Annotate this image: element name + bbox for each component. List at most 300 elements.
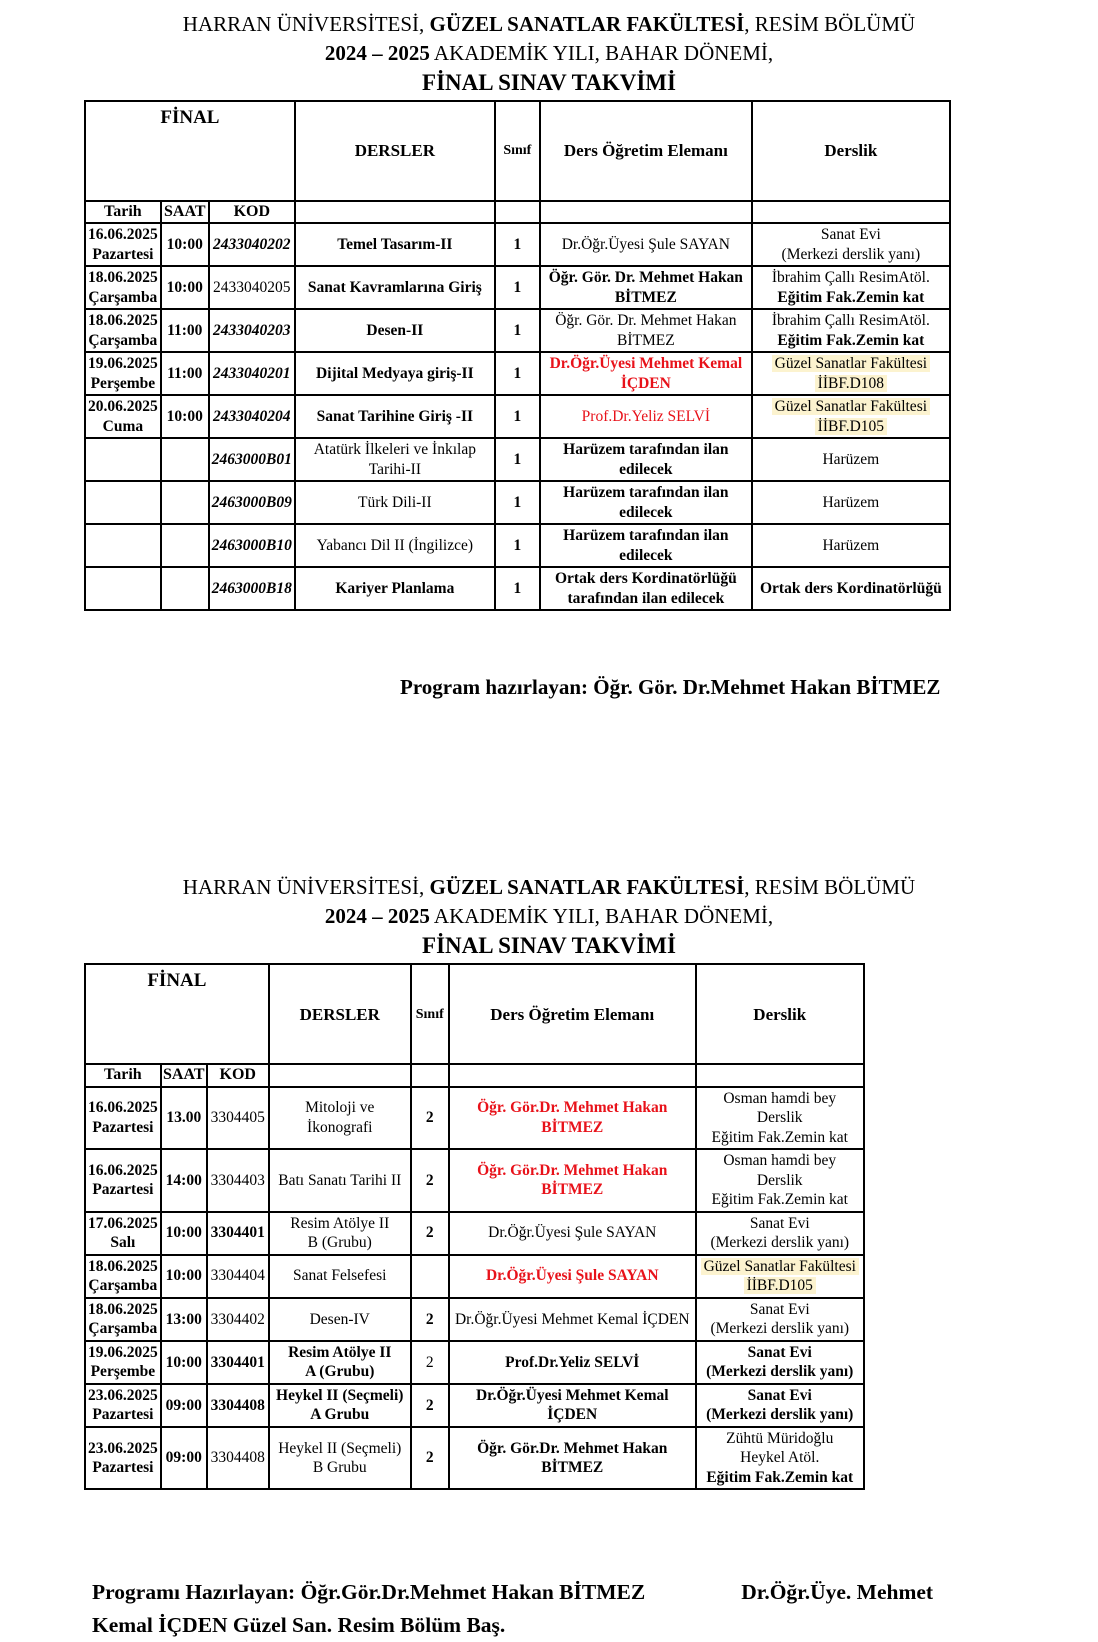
title-text: HARRAN ÜNİVERSİTESİ,: [182, 875, 430, 900]
cell-line: 2433040202: [213, 235, 291, 253]
cell-saat: [161, 481, 209, 524]
cell-line: Zühtü Müridoğlu: [726, 1429, 834, 1447]
document-title-2: [0, 863, 1098, 961]
cell-line: İÇDEN: [547, 1406, 598, 1424]
cell-line: Çarşamba: [88, 331, 158, 349]
table-row: [85, 266, 950, 309]
table-row: [85, 1149, 864, 1212]
cell-line: 1: [513, 365, 522, 382]
cell-line: 10:00: [166, 408, 203, 426]
cell-derslik: [696, 1298, 864, 1341]
cell-line: 16.06.2025: [88, 226, 158, 244]
cell-hoca: [540, 524, 752, 567]
header-dersler: DERSLER: [269, 964, 411, 1064]
cell-line: BİTMEZ: [541, 1459, 604, 1477]
cell-saat: [161, 395, 209, 438]
cell-line: 2: [425, 1353, 434, 1371]
cell-hoca: [449, 1427, 696, 1490]
prepared-by-note-2: [92, 1576, 1038, 1642]
title-text: , RESİM BÖLÜMÜ: [744, 875, 916, 900]
footer-text: Programı Hazırlayan: Öğr.Gör.Dr.Mehmet Hakan BİTMEZ: [92, 1580, 646, 1605]
cell-line: Cuma: [102, 417, 144, 435]
cell-line: Dr.Öğr.Üyesi Şule SAYAN: [488, 1224, 657, 1242]
cell-line: Prof.Dr.Yeliz SELVİ: [505, 1353, 640, 1371]
cell-sinif: [495, 567, 540, 610]
cell-ders: [295, 395, 495, 438]
cell-line: 18.06.2025: [88, 269, 158, 287]
cell-ders: [295, 266, 495, 309]
cell-line: edilecek: [619, 503, 673, 521]
cell-line: İÇDEN: [620, 374, 671, 392]
table-row: [85, 1341, 864, 1384]
cell-saat: [161, 1298, 207, 1341]
cell-line: Dr.Öğr.Üyesi Mehmet Kemal: [549, 355, 743, 373]
footer-line-2: Kemal İÇDEN Güzel San. Resim Bölüm Baş.: [92, 1613, 506, 1638]
cell-derslik: [752, 438, 950, 481]
cell-kod: [209, 352, 295, 395]
highlighted-text: İİBF.D105: [744, 1277, 816, 1294]
cell-line: 2: [425, 1396, 434, 1414]
cell-hoca: [449, 1298, 696, 1341]
cell-tarih: [85, 1427, 161, 1490]
subheader-kod: KOD: [209, 201, 295, 223]
title-line-3: FİNAL SINAV TAKVİMİ: [422, 933, 676, 959]
cell-saat: [161, 1427, 207, 1490]
cell-line: Sanat Tarihine Giriş -II: [316, 408, 474, 426]
subheader-tarih: Tarih: [85, 201, 161, 223]
subheader-saat: SAAT: [161, 1064, 207, 1086]
cell-line: Desen-II: [366, 321, 424, 339]
cell-sinif: [495, 438, 540, 481]
cell-ders: [269, 1087, 411, 1150]
cell-kod: [207, 1341, 269, 1384]
cell-line: Sanat Evi: [749, 1214, 810, 1232]
cell-line: Prof.Dr.Yeliz SELVİ: [581, 408, 710, 426]
cell-derslik: [696, 1255, 864, 1298]
cell-derslik: [752, 481, 950, 524]
cell-line: Desen-IV: [309, 1310, 370, 1328]
table-header-row: [85, 101, 950, 201]
title-text: AKADEMİK YILI, BAHAR DÖNEMİ,: [429, 904, 774, 929]
subheader-empty: [449, 1064, 696, 1086]
cell-line: 10:00: [165, 1353, 202, 1371]
cell-line: Pazartesi: [92, 1406, 154, 1424]
cell-sinif: [495, 352, 540, 395]
exam-table-grade2: [84, 963, 865, 1490]
subheader-tarih: Tarih: [85, 1064, 161, 1086]
cell-tarih: [85, 1087, 161, 1150]
cell-line: Eğitim Fak.Zemin kat: [706, 1468, 854, 1486]
cell-line: 11:00: [167, 321, 203, 339]
cell-derslik: [696, 1149, 864, 1212]
cell-line: Öğr. Gör.Dr. Mehmet Hakan: [477, 1161, 668, 1179]
cell-derslik: [752, 567, 950, 610]
cell-line: İbrahim Çallı ResimAtöl.: [771, 269, 930, 287]
cell-ders: [269, 1212, 411, 1255]
cell-line: Heykel II (Seçmeli): [276, 1386, 404, 1404]
title-text: AKADEMİK YILI, BAHAR DÖNEMİ,: [429, 41, 774, 65]
header-sinif: Sınıf: [495, 101, 540, 201]
cell-line: Öğr. Gör. Dr. Mehmet Hakan: [548, 269, 743, 287]
cell-line: Atatürk İlkeleri ve İnkılap: [313, 441, 476, 459]
cell-line: Kariyer Planlama: [335, 580, 455, 598]
cell-line: 19.06.2025: [88, 1343, 158, 1361]
cell-tarih: [85, 1255, 161, 1298]
cell-line: B Grubu: [312, 1459, 367, 1477]
cell-sinif: [495, 266, 540, 309]
cell-line: BİTMEZ: [614, 288, 677, 306]
cell-line: 2: [425, 1171, 434, 1189]
cell-line: Temel Tasarım-II: [337, 235, 453, 253]
cell-line: Öğr. Gör.Dr. Mehmet Hakan: [477, 1439, 668, 1457]
cell-line: (Merkezi derslik yanı): [706, 1406, 854, 1424]
cell-line: 13.00: [166, 1109, 202, 1127]
cell-line: 1: [513, 580, 522, 598]
cell-derslik: [752, 309, 950, 352]
cell-tarih: [85, 309, 161, 352]
cell-line: Pazartesi: [92, 1118, 154, 1136]
cell-tarih: [85, 438, 161, 481]
subheader-empty: [696, 1064, 864, 1086]
cell-derslik: [696, 1384, 864, 1427]
cell-saat: [161, 309, 209, 352]
table-row: [85, 309, 950, 352]
cell-saat: [161, 1255, 207, 1298]
cell-line: (Merkezi derslik yanı): [710, 1320, 850, 1338]
cell-tarih: [85, 395, 161, 438]
cell-kod: [207, 1087, 269, 1150]
table-row: [85, 1212, 864, 1255]
cell-line: 2433040203: [213, 321, 291, 339]
cell-line: Öğr. Gör. Dr. Mehmet Hakan: [555, 312, 737, 330]
title-text: , RESİM BÖLÜMÜ: [744, 12, 916, 36]
header-dersler: DERSLER: [295, 101, 495, 201]
subheader-empty: [540, 201, 752, 223]
cell-line: Harüzem tarafından ilan: [563, 484, 729, 502]
table-subheader-row: [85, 1064, 864, 1086]
cell-line: 1: [513, 408, 522, 426]
cell-line: 1: [513, 494, 522, 512]
cell-line: 3304401: [210, 1353, 265, 1371]
cell-sinif: [495, 223, 540, 266]
title-year-bold: 2024 – 2025: [324, 41, 430, 65]
cell-line: Pazartesi: [92, 245, 154, 263]
subheader-empty: [295, 201, 495, 223]
cell-line: Salı: [110, 1234, 136, 1252]
cell-line: Sanat Evi: [747, 1343, 812, 1361]
cell-saat: [161, 223, 209, 266]
cell-hoca: [449, 1212, 696, 1255]
cell-line: Osman hamdi bey Derslik: [723, 1089, 837, 1127]
cell-tarih: [85, 1341, 161, 1384]
cell-line: 2: [425, 1310, 434, 1328]
cell-line: Perşembe: [90, 1363, 156, 1381]
cell-line: 10:00: [165, 1224, 202, 1242]
cell-saat: [161, 1341, 207, 1384]
cell-sinif: [411, 1212, 449, 1255]
cell-line: Eğitim Fak.Zemin kat: [777, 288, 925, 306]
cell-line: Heykel Atöl.: [740, 1449, 820, 1467]
header-final: FİNAL: [85, 101, 295, 201]
cell-line: İbrahim Çallı ResimAtöl.: [771, 312, 930, 330]
cell-line: Sanat Evi: [749, 1300, 810, 1318]
cell-line: Harüzem: [822, 494, 880, 512]
cell-saat: [161, 567, 209, 610]
highlighted-text: Güzel Sanatlar Fakültesi: [772, 398, 930, 415]
cell-line: Resim Atölye II: [288, 1343, 392, 1361]
cell-line: 16.06.2025: [88, 1099, 158, 1117]
cell-line: edilecek: [619, 460, 673, 478]
cell-line: Sanat Evi: [820, 226, 881, 244]
header-ogretim: Ders Öğretim Elemanı: [449, 964, 696, 1064]
cell-line: 2433040205: [213, 278, 291, 296]
cell-line: 3304401: [210, 1224, 265, 1242]
cell-line: tarafından ilan edilecek: [567, 589, 725, 607]
cell-line: Dijital Medyaya giriş-II: [316, 365, 474, 382]
header-final: FİNAL: [85, 964, 269, 1064]
cell-derslik: [696, 1427, 864, 1490]
title-text-bold: GÜZEL SANATLAR FAKÜLTESİ: [429, 12, 745, 36]
cell-tarih: [85, 266, 161, 309]
cell-kod: [207, 1255, 269, 1298]
cell-line: Eğitim Fak.Zemin kat: [777, 331, 925, 349]
cell-ders: [295, 309, 495, 352]
cell-line: 17.06.2025: [88, 1214, 158, 1232]
table-row: [85, 481, 950, 524]
header-derslik: Derslik: [696, 964, 864, 1064]
cell-line: Çarşamba: [88, 1320, 158, 1338]
cell-saat: [161, 438, 209, 481]
table-row: [85, 524, 950, 567]
cell-sinif: [495, 309, 540, 352]
subheader-empty: [269, 1064, 411, 1086]
cell-derslik: [696, 1087, 864, 1150]
header-derslik: Derslik: [752, 101, 950, 201]
cell-line: 2: [425, 1109, 434, 1127]
cell-ders: [269, 1427, 411, 1490]
cell-saat: [161, 266, 209, 309]
cell-line: Harüzem: [822, 451, 880, 469]
cell-derslik: [696, 1212, 864, 1255]
cell-derslik: [752, 223, 950, 266]
cell-line: Pazartesi: [92, 1181, 154, 1199]
cell-tarih: [85, 352, 161, 395]
cell-line: 2463000B18: [211, 580, 292, 598]
cell-kod: [209, 309, 295, 352]
cell-line: 13:00: [165, 1310, 202, 1328]
title-year-bold: 2024 – 2025: [324, 904, 430, 929]
cell-line: 1: [513, 235, 522, 253]
title-line-2: [0, 902, 1098, 931]
cell-line: 2463000B10: [211, 537, 292, 555]
cell-line: A (Grubu): [305, 1363, 375, 1381]
title-line-1: [0, 10, 1098, 39]
cell-kod: [207, 1149, 269, 1212]
cell-line: (Merkezi derslik yanı): [706, 1363, 854, 1381]
subheader-empty: [752, 201, 950, 223]
cell-line: 18.06.2025: [88, 1257, 158, 1275]
cell-line: [755, 374, 947, 394]
cell-line: 23.06.2025: [88, 1386, 158, 1404]
cell-sinif: [411, 1384, 449, 1427]
cell-sinif: [495, 524, 540, 567]
cell-tarih: [85, 1149, 161, 1212]
table-row: [85, 1298, 864, 1341]
cell-saat: [161, 1384, 207, 1427]
cell-hoca: [540, 481, 752, 524]
cell-line: BİTMEZ: [541, 1181, 604, 1199]
cell-line: (Merkezi derslik yanı): [710, 1234, 850, 1252]
cell-line: Mitoloji ve İkonografi: [305, 1099, 375, 1136]
cell-kod: [209, 481, 295, 524]
cell-line: Yabancı Dil II (İngilizce): [316, 537, 474, 555]
cell-derslik: [752, 352, 950, 395]
cell-ders: [295, 481, 495, 524]
table-row: [85, 1384, 864, 1427]
cell-sinif: [411, 1255, 449, 1298]
cell-line: edilecek: [619, 546, 673, 564]
cell-line: Dr.Öğr.Üyesi Mehmet Kemal: [475, 1386, 669, 1404]
header-ogretim: Ders Öğretim Elemanı: [540, 101, 752, 201]
cell-line: [699, 1257, 861, 1277]
highlighted-text: İİBF.D105: [815, 418, 887, 435]
cell-line: Çarşamba: [88, 288, 158, 306]
cell-hoca: [449, 1384, 696, 1427]
cell-line: 2: [425, 1224, 434, 1242]
cell-line: Harüzem tarafından ilan: [563, 527, 729, 545]
title-text: HARRAN ÜNİVERSİTESİ,: [182, 12, 430, 36]
cell-line: Sanat Kavramlarına Giriş: [307, 278, 482, 296]
cell-line: [699, 1276, 861, 1296]
cell-ders: [269, 1255, 411, 1298]
cell-tarih: [85, 1212, 161, 1255]
cell-kod: [209, 395, 295, 438]
table-header-row: [85, 964, 864, 1064]
cell-ders: [295, 352, 495, 395]
cell-line: 09:00: [165, 1449, 202, 1467]
cell-line: 3304408: [210, 1449, 265, 1467]
cell-line: Türk Dili-II: [358, 494, 432, 512]
cell-line: Çarşamba: [88, 1277, 158, 1295]
cell-line: 1: [513, 451, 522, 469]
footer-text: Dr.Öğr.Üye. Mehmet: [741, 1580, 934, 1605]
cell-line: 2463000B01: [211, 451, 292, 469]
cell-line: Sanat Evi: [747, 1386, 812, 1404]
cell-tarih: [85, 524, 161, 567]
cell-kod: [207, 1212, 269, 1255]
cell-ders: [295, 567, 495, 610]
cell-line: 14:00: [165, 1171, 202, 1189]
cell-saat: [161, 524, 209, 567]
highlighted-text: İİBF.D108: [815, 375, 887, 392]
cell-line: Ortak ders Kordinatörlüğü: [759, 580, 942, 598]
cell-line: 18.06.2025: [88, 1300, 158, 1318]
cell-line: 19.06.2025: [88, 355, 158, 373]
table-row: [85, 438, 950, 481]
cell-line: 10:00: [166, 235, 203, 253]
cell-saat: [161, 1212, 207, 1255]
title-text-bold: GÜZEL SANATLAR FAKÜLTESİ: [429, 875, 745, 900]
cell-hoca: [449, 1149, 696, 1212]
cell-line: Ortak ders Kordinatörlüğü: [554, 570, 737, 588]
cell-line: 3304408: [210, 1396, 265, 1414]
cell-line: Osman hamdi bey Derslik: [723, 1152, 837, 1189]
cell-line: 23.06.2025: [88, 1439, 158, 1457]
cell-hoca: [540, 395, 752, 438]
cell-hoca: [540, 309, 752, 352]
table-row: [85, 1427, 864, 1490]
cell-kod: [209, 567, 295, 610]
cell-derslik: [696, 1341, 864, 1384]
cell-sinif: [411, 1149, 449, 1212]
cell-hoca: [449, 1087, 696, 1150]
cell-saat: [161, 352, 209, 395]
cell-ders: [295, 524, 495, 567]
highlighted-text: Güzel Sanatlar Fakültesi: [701, 1258, 859, 1275]
cell-hoca: [540, 352, 752, 395]
cell-line: [755, 417, 947, 437]
cell-line: Dr.Öğr.Üyesi Mehmet Kemal İÇDEN: [454, 1310, 690, 1328]
cell-line: Perşembe: [90, 374, 156, 392]
cell-line: 09:00: [165, 1396, 202, 1414]
footer-line-1: [92, 1576, 1038, 1609]
highlighted-text: Güzel Sanatlar Fakültesi: [772, 355, 930, 372]
cell-kod: [207, 1298, 269, 1341]
table-row: [85, 352, 950, 395]
cell-line: Harüzem tarafından ilan: [563, 441, 729, 459]
cell-kod: [207, 1427, 269, 1490]
cell-saat: [161, 1087, 207, 1150]
cell-line: 2433040204: [213, 408, 291, 426]
cell-kod: [209, 438, 295, 481]
table-row: [85, 1255, 864, 1298]
cell-line: Öğr. Gör.Dr. Mehmet Hakan: [477, 1099, 668, 1117]
cell-line: 11:00: [167, 365, 203, 382]
cell-ders: [269, 1298, 411, 1341]
table-row: [85, 223, 950, 266]
cell-line: (Merkezi derslik yanı): [781, 245, 921, 263]
cell-line: 1: [513, 537, 522, 555]
cell-line: Harüzem: [822, 537, 880, 555]
cell-ders: [269, 1341, 411, 1384]
title-line-2: [0, 39, 1098, 68]
cell-ders: [295, 223, 495, 266]
cell-line: Batı Sanatı Tarihi II: [278, 1171, 402, 1189]
cell-kod: [209, 524, 295, 567]
cell-line: [755, 397, 947, 417]
cell-line: 10:00: [166, 278, 203, 296]
prepared-by-note-1: Program hazırlayan: Öğr. Gör. Dr.Mehmet Hakan BİTMEZ: [400, 675, 941, 700]
cell-line: Eğitim Fak.Zemin kat: [711, 1191, 848, 1209]
cell-line: Heykel II (Seçmeli): [278, 1439, 402, 1457]
cell-derslik: [752, 266, 950, 309]
cell-ders: [295, 438, 495, 481]
header-sinif: Sınıf: [411, 964, 449, 1064]
cell-sinif: [495, 481, 540, 524]
exam-table-grade1: [84, 100, 951, 611]
cell-line: 2433040201: [213, 365, 291, 382]
cell-kod: [207, 1384, 269, 1427]
cell-line: BİTMEZ: [541, 1118, 604, 1136]
cell-saat: [161, 1149, 207, 1212]
cell-ders: [269, 1149, 411, 1212]
cell-hoca: [540, 567, 752, 610]
cell-tarih: [85, 481, 161, 524]
cell-line: Resim Atölye II: [290, 1214, 390, 1232]
cell-tarih: [85, 1298, 161, 1341]
subheader-empty: [411, 1064, 449, 1086]
cell-line: 16.06.2025: [88, 1161, 158, 1179]
